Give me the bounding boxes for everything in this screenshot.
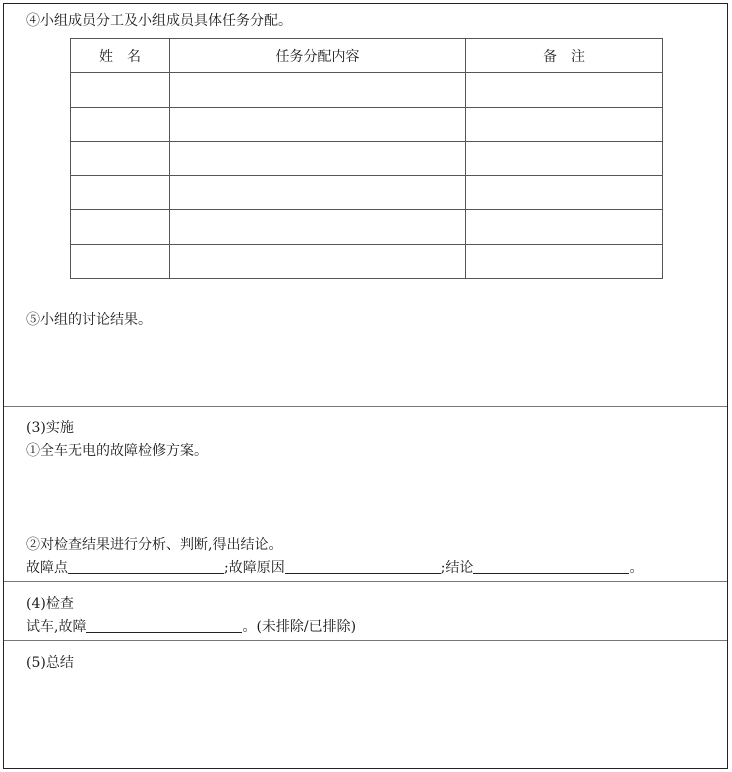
- repair-plan-label: ①全车无电的故障检修方案。: [26, 443, 208, 459]
- cell-name[interactable]: [71, 176, 170, 210]
- test-drive-line: [26, 618, 356, 636]
- cell-remark[interactable]: [466, 244, 663, 278]
- task-assignment-table: [70, 38, 663, 279]
- cell-remark[interactable]: [466, 176, 663, 210]
- header-name: 姓 名: [71, 39, 170, 73]
- discussion-result-label: ⑤小组的讨论结果。: [26, 312, 152, 328]
- fault-cause-label: ;故障原因: [224, 560, 285, 576]
- cell-remark[interactable]: [466, 73, 663, 107]
- end-mark: 。: [629, 560, 644, 576]
- fault-status-blank[interactable]: [86, 618, 242, 633]
- table-row: [71, 73, 663, 107]
- cell-name[interactable]: [71, 244, 170, 278]
- cell-task[interactable]: [170, 141, 466, 175]
- cell-name[interactable]: [71, 73, 170, 107]
- header-remarks: 备 注: [466, 39, 663, 73]
- conclusion-blank[interactable]: [473, 559, 629, 574]
- fault-cause-blank[interactable]: [285, 559, 441, 574]
- cell-task[interactable]: [170, 244, 466, 278]
- fault-point-blank[interactable]: [68, 559, 224, 574]
- table-row: [71, 176, 663, 210]
- table-row: [71, 210, 663, 244]
- cell-remark[interactable]: [466, 107, 663, 141]
- test-suffix: 。(未排除/已排除): [242, 619, 357, 635]
- test-prefix: 试车,故障: [26, 619, 87, 635]
- table-row: [71, 244, 663, 278]
- section-divider: [4, 640, 727, 641]
- section-divider: [4, 406, 727, 407]
- implement-title: (3)实施: [26, 420, 74, 436]
- cell-name[interactable]: [71, 141, 170, 175]
- worksheet-page: [3, 3, 728, 769]
- check-title: (4)检查: [26, 596, 74, 612]
- cell-name[interactable]: [71, 107, 170, 141]
- analysis-label: ②对检查结果进行分析、判断,得出结论。: [26, 537, 283, 553]
- table-row: [71, 141, 663, 175]
- conclusion-label: ;结论: [440, 560, 474, 576]
- cell-task[interactable]: [170, 210, 466, 244]
- header-task-content: 任务分配内容: [170, 39, 466, 73]
- conclusion-line: [26, 559, 643, 577]
- task-assignment-label: ④小组成员分工及小组成员具体任务分配。: [26, 13, 292, 29]
- fault-point-label: 故障点: [26, 560, 68, 576]
- cell-remark[interactable]: [466, 141, 663, 175]
- cell-name[interactable]: [71, 210, 170, 244]
- cell-task[interactable]: [170, 73, 466, 107]
- cell-remark[interactable]: [466, 210, 663, 244]
- summary-title: (5)总结: [26, 655, 74, 671]
- table-header-row: [71, 39, 663, 73]
- cell-task[interactable]: [170, 176, 466, 210]
- cell-task[interactable]: [170, 107, 466, 141]
- section-divider: [4, 581, 727, 582]
- table-row: [71, 107, 663, 141]
